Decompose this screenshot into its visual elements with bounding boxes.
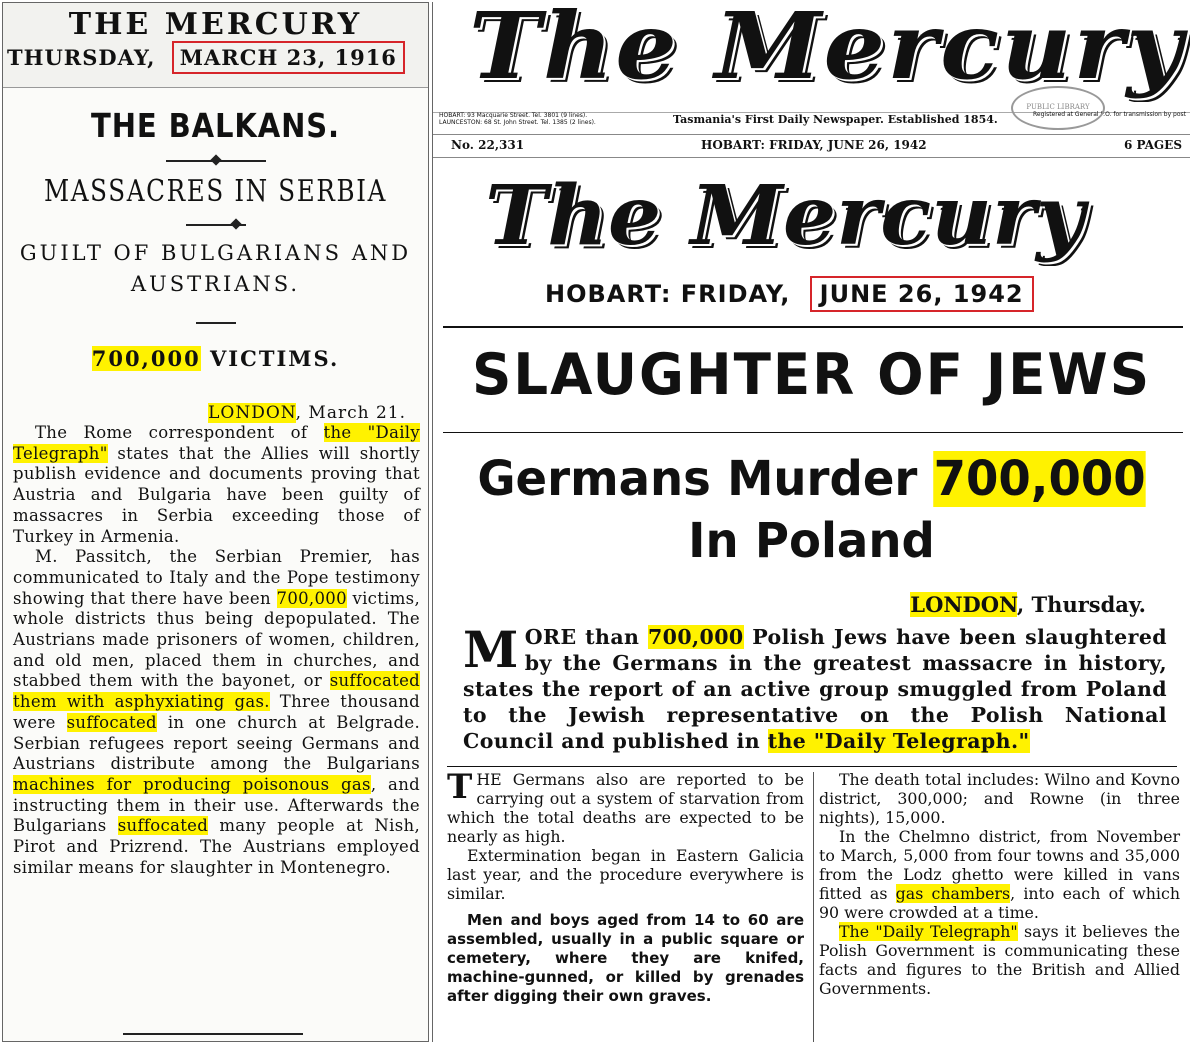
rule [443, 326, 1183, 328]
highlight-suffocated: suffocated [66, 712, 157, 732]
text: , and instructing them in their use. Afterwards the Bulgarians [13, 774, 420, 836]
highlight-machines: machines for producing poisonous gas [13, 774, 371, 794]
dateline-london [910, 592, 1146, 617]
date-1916-box: MARCH 23, 1916 [176, 45, 401, 70]
dateline-city: LONDON [208, 403, 296, 423]
headline-text: In Poland [688, 513, 935, 569]
highlight-suffocated: suffocated [117, 816, 209, 836]
rule [447, 766, 1177, 767]
paragraph: The death total includes: Wilno and Kovno district, 300,000; and Rowne (in three nights), 15,000. [819, 770, 1180, 827]
library-stamp: PUBLIC LIBRARY [1011, 86, 1105, 130]
text: victims, whole districts thus being depopulated. The Austrians made prisoners of women, children, and old men, placed them in churches, and stabbed them with the bayonet, or [13, 588, 420, 691]
address-hobart: HOBART: 93 Macquarie Street. Tel. 3801 (9 lines). [439, 112, 588, 119]
address-launceston: LAUNCESTON: 68 St. John Street. Tel. 1385 (2 lines). [439, 119, 596, 126]
page-count: 6 PAGES [1123, 138, 1182, 152]
masthead-dateline [3, 45, 428, 70]
headline-slaughter: SLAUGHTER OF JEWS [471, 342, 1152, 408]
text: M. Passitch, the Serbian Premier, has communicated to Italy and the Pope testimony showing that there have been [13, 547, 420, 608]
masthead-day: THURSDAY, [7, 45, 156, 70]
dateline-1916 [3, 403, 428, 423]
column-rule [813, 772, 814, 1042]
clipping-1916 [2, 2, 429, 1042]
paragraph [447, 767, 804, 846]
text: many people at Nish, Pirot and Prizrend. The Austrians employed similar means for slaughter in Montenegro. [13, 816, 420, 877]
clipping-1942 [432, 2, 1190, 1042]
dateline-1942 [545, 280, 1030, 308]
divider-short [196, 322, 236, 324]
subhead-guilt: GUILT OF BULGARIANS AND AUSTRIANS. [19, 241, 412, 296]
headline-germans-murder [444, 448, 1178, 572]
issue-bar [433, 134, 1190, 158]
highlight-daily-telegraph: the "Daily Telegraph" [13, 423, 420, 463]
highlight-gas-chambers: gas chambers [895, 884, 1011, 903]
masthead-1916 [3, 3, 428, 88]
dateline-city: LONDON [910, 592, 1017, 617]
victims-label: VICTIMS. [210, 346, 340, 371]
text: ORE than [524, 625, 649, 649]
paragraph [13, 547, 420, 878]
paragraph [819, 827, 1180, 922]
paragraph [13, 423, 420, 547]
text: In the Chelmno district, from November to March, 5,000 from four towns and 35,000 from the Lodz ghetto were killed in vans fitted as [819, 827, 1180, 903]
highlight-700000: 700,000 [648, 625, 744, 649]
headline-balkans: THE BALKANS. [91, 106, 340, 145]
highlight-gas: suffocated them with asphyxiating gas. [13, 671, 420, 712]
registered-note: Registered at General P.O. for transmission by post [1033, 111, 1186, 118]
paragraph [819, 922, 1180, 998]
column-left [447, 767, 804, 1006]
victims-line [3, 346, 428, 371]
paragraph: Men and boys aged from 14 to 60 are assembled, usually in a public square or cemetery, where they are knifed, machine-gunned, or killed by grenades after digging their own graves. [447, 911, 804, 1005]
dateline-day: , Thursday. [1016, 592, 1146, 617]
rule [443, 432, 1183, 433]
end-rule [123, 1033, 303, 1035]
highlight-daily-telegraph: the "Daily Telegraph." [767, 729, 1030, 753]
subhead-massacres: MASSACRES IN SERBIA [43, 174, 388, 209]
masthead-gothic-large: The Mercury [485, 168, 1085, 264]
drop-cap: T [447, 767, 473, 807]
victims-number: 700,000 [91, 346, 201, 371]
highlight-700000: 700,000 [276, 588, 347, 608]
column-right [819, 770, 1180, 998]
headline-text: Germans Murder [477, 451, 934, 507]
text: in one church at Belgrade. Serbian refugees report seeing Germans and Austrians distribute among the Bulgarians [13, 712, 420, 774]
divider-ornament [3, 157, 428, 162]
lead-paragraph [463, 620, 1167, 754]
text: , into each of which 90 were crowded at a time. [819, 884, 1180, 922]
issue-dateline: HOBART: FRIDAY, JUNE 26, 1942 [701, 138, 927, 152]
divider-ornament [3, 221, 428, 226]
address-block [439, 112, 596, 126]
text: states that the Allies will shortly publish evidence and documents proving that Austria and Bulgaria have been guilty of massacres in Serbia exceeding those of Turkey in Armenia. [13, 443, 420, 546]
article-body-1916 [3, 423, 428, 878]
text: says it believes the Polish Government is communicating these facts and figures to the British and Allied Governments. [819, 922, 1180, 998]
paragraph: Extermination began in Eastern Galicia last year, and the procedure everywhere is similar. [447, 846, 804, 903]
drop-cap: M [463, 620, 519, 679]
text: The Rome correspondent of [35, 423, 324, 442]
dateline-day: FRIDAY, [680, 280, 791, 308]
masthead-gothic-top: The Mercury [469, 2, 1185, 100]
text: Polish Jews have been slaughtered by the Germans in the greatest massacre in history, states the report of an active group smuggled from Poland to the Jewish representative on the Polish National Council and published in [463, 625, 1167, 753]
tagline: Tasmania's First Daily Newspaper. Established 1854. [673, 113, 998, 126]
text: HE Germans also are reported to be carrying out a system of starvation from which the total deaths are expected to be nearly as high. [447, 770, 804, 846]
highlight-daily-telegraph: The "Daily Telegraph" [839, 922, 1018, 941]
masthead-title: THE MERCURY [68, 7, 363, 42]
dateline-date: , March 21. [295, 403, 406, 423]
issue-number: No. 22,331 [451, 138, 525, 152]
date-1942-box: JUNE 26, 1942 [814, 280, 1030, 308]
dateline-city: HOBART: [545, 280, 672, 308]
highlight-700000: 700,000 [933, 451, 1146, 507]
text: Three thousand were [13, 692, 420, 732]
